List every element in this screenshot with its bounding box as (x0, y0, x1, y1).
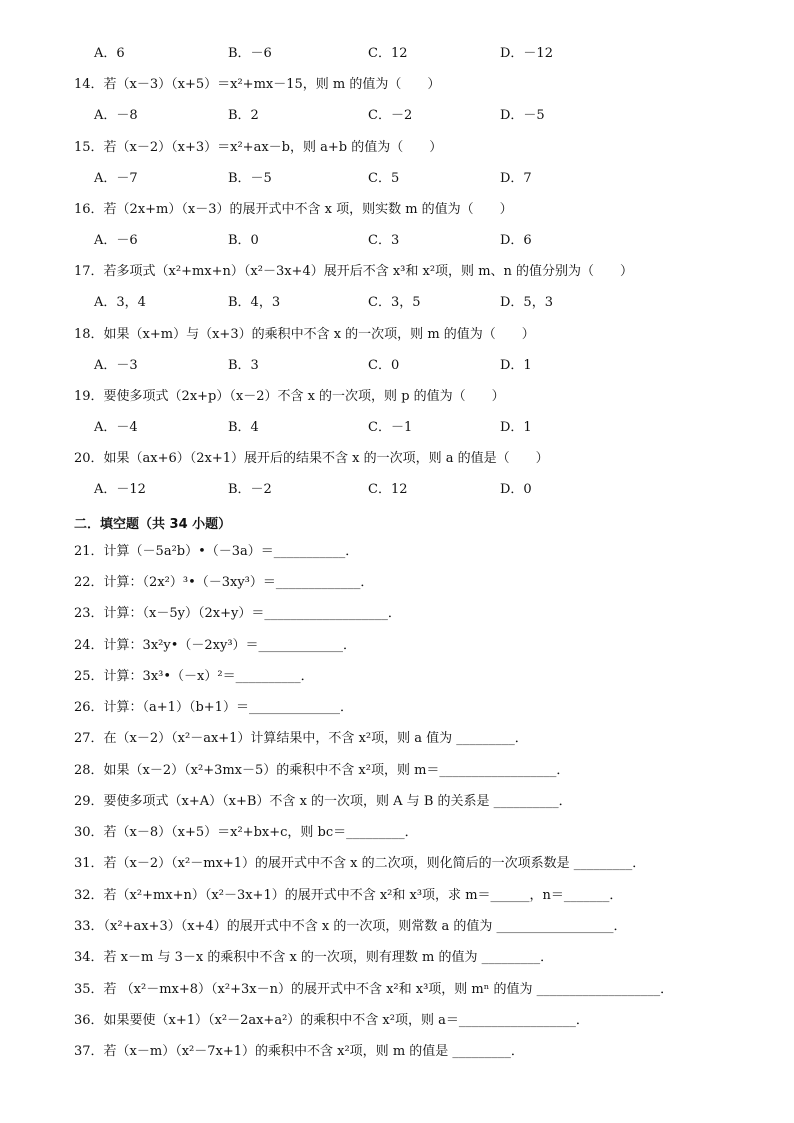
option-b: B．0 (228, 233, 259, 248)
question-19 (74, 388, 774, 406)
q18-options (94, 357, 754, 375)
question-18 (74, 326, 774, 344)
question-text: 15．若（x－2）（x+3）＝x²+ax－b，则 a+b 的值为（ ） (74, 140, 443, 155)
question-16 (74, 201, 774, 219)
option-c: C．－1 (368, 420, 413, 435)
question-30: 30．若（x－8）（x+5）＝x²+bx+c，则 bc＝_________． (74, 825, 418, 840)
question-17 (74, 263, 774, 281)
option-b: B．3 (228, 358, 259, 373)
question-27: 27．在（x－2）（x²－ax+1）计算结果中，不含 x²项，则 a 值为 _________． (74, 731, 528, 746)
question-25: 25．计算：3x³•（－x）²＝__________． (74, 669, 314, 684)
question-22: 22．计算：（2x²）³•（－3xy³）＝_____________． (74, 575, 374, 590)
question-28: 28．如果（x－2）（x²+3mx－5）的乘积中不含 x²项，则 m＝__________________． (74, 763, 570, 778)
option-c: C．12 (368, 46, 408, 61)
question-text: 18．如果（x+m）与（x+3）的乘积中不含 x 的一次项，则 m 的值为（ ） (74, 327, 535, 342)
question-21: 21．计算（－5a²b）•（－3a）＝___________． (74, 544, 359, 559)
option-b: B．－6 (228, 46, 272, 61)
option-c: C．3 (368, 233, 400, 248)
question-text: 17．若多项式（x²+mx+n）（x²－3x+4）展开后不含 x³和 x²项，则 m、n 的值分别为（ ） (74, 264, 634, 279)
option-a: A．6 (94, 46, 125, 61)
question-text: 14．若（x－3）（x+5）＝x²+mx－15，则 m 的值为（ ） (74, 77, 441, 92)
option-c: C．－2 (368, 108, 413, 123)
option-d: D．7 (500, 171, 532, 186)
option-b: B．4，3 (228, 295, 281, 310)
question-15 (74, 139, 774, 157)
option-a: A．－4 (94, 420, 138, 435)
q14-options (94, 107, 754, 125)
question-36: 36．如果要使（x+1）（x²－2ax+a²）的乘积中不含 x²项，则 a＝__________________． (74, 1013, 589, 1028)
option-c: C．3，5 (368, 295, 421, 310)
option-c: C．12 (368, 482, 408, 497)
option-b: B．－2 (228, 482, 272, 497)
q17-options (94, 294, 754, 312)
option-d: D．－5 (500, 108, 545, 123)
option-d: D．5，3 (500, 295, 553, 310)
q13-options (94, 45, 754, 63)
option-d: D．－12 (500, 46, 553, 61)
option-d: D．6 (500, 233, 532, 248)
q16-options (94, 232, 754, 250)
question-31: 31．若（x－2）（x²－mx+1）的展开式中不含 x 的二次项，则化简后的一次项系数是 _________． (74, 856, 646, 871)
question-33: 33．（x²+ax+3）（x+4）的展开式中不含 x 的一次项，则常数 a 的值为 __________________． (74, 919, 627, 934)
option-d: D．1 (500, 420, 532, 435)
option-d: D．0 (500, 482, 532, 497)
q19-options (94, 419, 754, 437)
question-23: 23．计算：（x－5y）（2x+y）＝___________________． (74, 606, 401, 621)
option-a: A．－7 (94, 171, 138, 186)
option-b: B．4 (228, 420, 259, 435)
question-29: 29．要使多项式（x+A）（x+B）不含 x 的一次项，则 A 与 B 的关系是 __________． (74, 794, 572, 809)
question-24: 24．计算：3x²y•（－2xy³）＝_____________． (74, 638, 357, 653)
question-text: 16．若（2x+m）（x－3）的展开式中不含 x 项，则实数 m 的值为（ ） (74, 202, 513, 217)
option-a: A．－6 (94, 233, 138, 248)
question-text: 19．要使多项式（2x+p）（x－2）不含 x 的一次项，则 p 的值为（ ） (74, 389, 505, 404)
question-34: 34．若 x－m 与 3－x 的乘积中不含 x 的一次项，则有理数 m 的值为 _________． (74, 950, 554, 965)
option-d: D．1 (500, 358, 532, 373)
question-32: 32．若（x²+mx+n）（x²－3x+1）的展开式中不含 x²和 x³项，求 m＝______，n＝_______． (74, 888, 623, 903)
q15-options (94, 170, 754, 188)
q20-options (94, 481, 754, 499)
section-title: 二．填空题（共 34 小题） (74, 517, 232, 532)
question-37: 37．若（x－m）（x²－7x+1）的乘积中不含 x²项，则 m 的值是 _________． (74, 1044, 524, 1059)
question-35: 35．若 （x²－mx+8）（x²+3x－n）的展开式中不含 x²和 x³项，则 mⁿ 的值为 ___________________． (74, 982, 674, 997)
question-20 (74, 450, 774, 468)
option-c: C．0 (368, 358, 400, 373)
option-c: C．5 (368, 171, 400, 186)
question-text: 20．如果（ax+6）（2x+1）展开后的结果不含 x 的一次项，则 a 的值是（ ） (74, 451, 549, 466)
option-b: B．－5 (228, 171, 272, 186)
question-14 (74, 76, 774, 94)
option-a: A．3，4 (94, 295, 146, 310)
option-a: A．－8 (94, 108, 138, 123)
option-a: A．－12 (94, 482, 146, 497)
option-a: A．－3 (94, 358, 138, 373)
question-26: 26．计算：（a+1）（b+1）＝______________． (74, 700, 353, 715)
option-b: B．2 (228, 108, 259, 123)
